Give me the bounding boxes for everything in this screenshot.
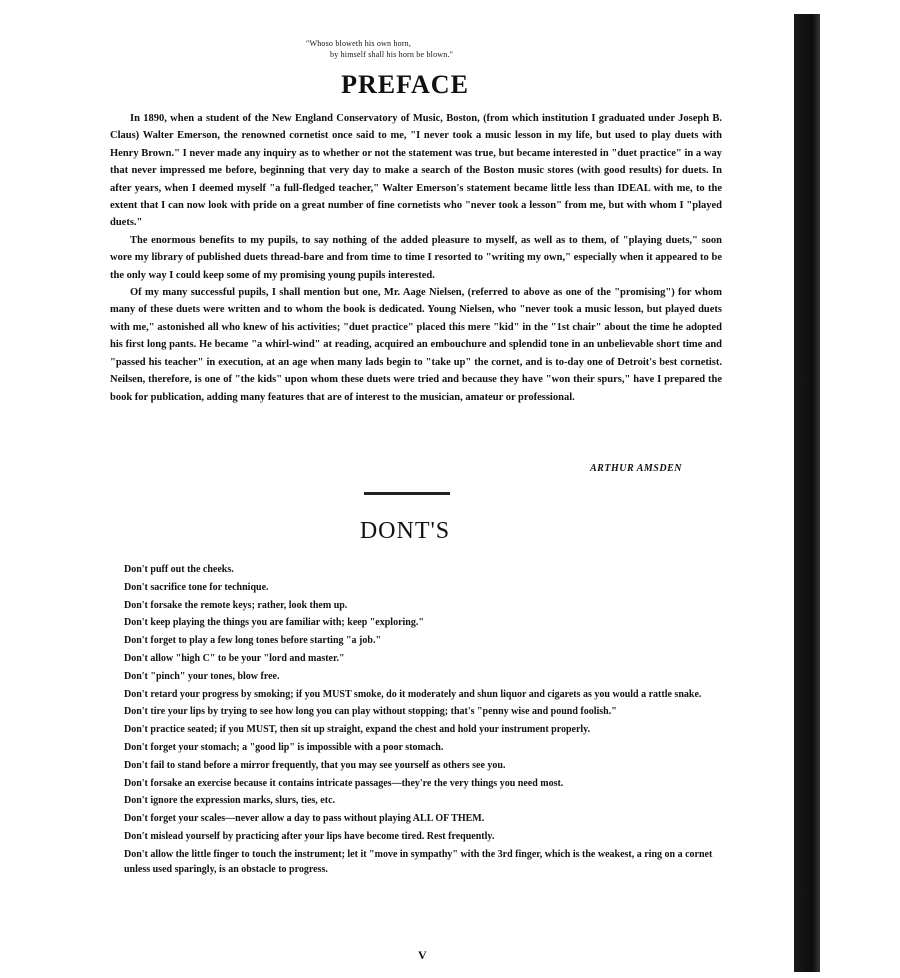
list-item: Don't ignore the expression marks, slurs, ties, etc. — [124, 795, 336, 807]
donts-title: DONT'S — [359, 518, 451, 544]
page-number: V — [418, 948, 427, 962]
section-divider — [364, 492, 450, 495]
list-item: Don't retard your progress by smoking; if you MUST smoke, do it moderately and shun liquor and cigarets as you would a rattle snake. — [124, 688, 702, 700]
donts-list — [110, 563, 718, 880]
preface-body — [110, 110, 722, 406]
epigraph-line-2: by himself shall his horn be blown." — [330, 50, 454, 59]
preface-paragraph: The enormous benefits to my pupils, to say nothing of the added pleasure to myself, as well as to them, of "playing duets," soon wore my library of published duets thread-bare and from time to time I resorted to "writing my own," especially when it appeared to be the only way I could keep some of my promising young pupils interested. — [110, 234, 722, 281]
list-item: Don't forsake the remote keys; rather, look them up. — [124, 599, 348, 611]
epigraph-line-1: "Whoso bloweth his own horn, — [306, 39, 412, 48]
list-item: Don't tire your lips by trying to see how long you can play without stopping; that's "penny wise and pound foolish." — [124, 706, 617, 718]
list-item: Don't allow the little finger to touch the instrument; let it "move in sympathy" with the 3rd finger, which is the weakest, a ring on a cornet unless used sparingly, is an obstacle to progress. — [124, 848, 713, 875]
list-item: Don't sacrifice tone for technique. — [124, 581, 269, 593]
preface-paragraph: In 1890, when a student of the New England Conservatory of Music, Boston, (from which institution I graduated under Joseph B. Claus) Walter Emerson, the renowned cornetist once said to me, "I never took a music lesson in my life, but used to play duets with Henry Brown." I never made any inquiry as to whether or not the statement was true, but became interested in "duet practice" in a way that never impressed me before, beginning that very day to make a search of the Boston music stores (with good results) for duets. In after years, when I deemed myself "a full-fledged teacher," Walter Emerson's statement became little less than IDEAL with me, to the extent that I can now look with pride on a great number of fine cornetists who "never took a lesson" from me, but with whom I "played duets." — [110, 113, 722, 229]
preface-paragraph: Of my many successful pupils, I shall mention but one, Mr. Aage Nielsen, (referred to above as one of the "promising") for whom many of these duets were written and to whom the book is dedicated. Young Nielsen, who "never took a music lesson, but played duets with me," astonished all who knew of his activities; "duet practice" placed this mere "kid" in the "1st chair" about the time he adopted his first long pants. He became "a whirl-wind" at reading, acquired an embouchure and splendid tone in an unbelievable short time and "passed his teacher" in execution, at an age when many lads begin to "take up" the cornet, and is to-day one of Detroit's best cornetist. Neilsen, therefore, is one of "the kids" upon whom these duets were tried and because they have "won their spurs," have I prepared the book for publication, adding many features that are of interest to the musician, amateur or professional. — [110, 287, 722, 403]
list-item: Don't mislead yourself by practicing after your lips have become tired. Rest frequently. — [124, 830, 495, 842]
scan-edge-shadow — [794, 14, 820, 972]
list-item: Don't fail to stand before a mirror frequently, that you may see yourself as others see you. — [124, 759, 506, 771]
list-item: Don't forget to play a few long tones before starting "a job." — [124, 635, 382, 647]
epigraph — [300, 38, 540, 60]
list-item: Don't forsake an exercise because it contains intricate passages—they're the very things you need most. — [124, 777, 564, 789]
list-item: Don't allow "high C" to be your "lord and master." — [124, 652, 345, 664]
list-item: Don't forget your stomach; a "good lip" is impossible with a poor stomach. — [124, 741, 444, 753]
list-item: Don't keep playing the things you are familiar with; keep "exploring." — [124, 617, 424, 629]
author-signature: ARTHUR AMSDEN — [590, 463, 682, 474]
list-item: Don't "pinch" your tones, blow free. — [124, 670, 280, 682]
list-item: Don't practice seated; if you MUST, then sit up straight, expand the chest and hold your instrument properly. — [124, 724, 591, 736]
preface-title: PREFACE — [341, 70, 469, 99]
list-item: Don't forget your scales—never allow a day to pass without playing ALL OF THEM. — [124, 813, 485, 825]
list-item: Don't puff out the cheeks. — [124, 564, 234, 575]
